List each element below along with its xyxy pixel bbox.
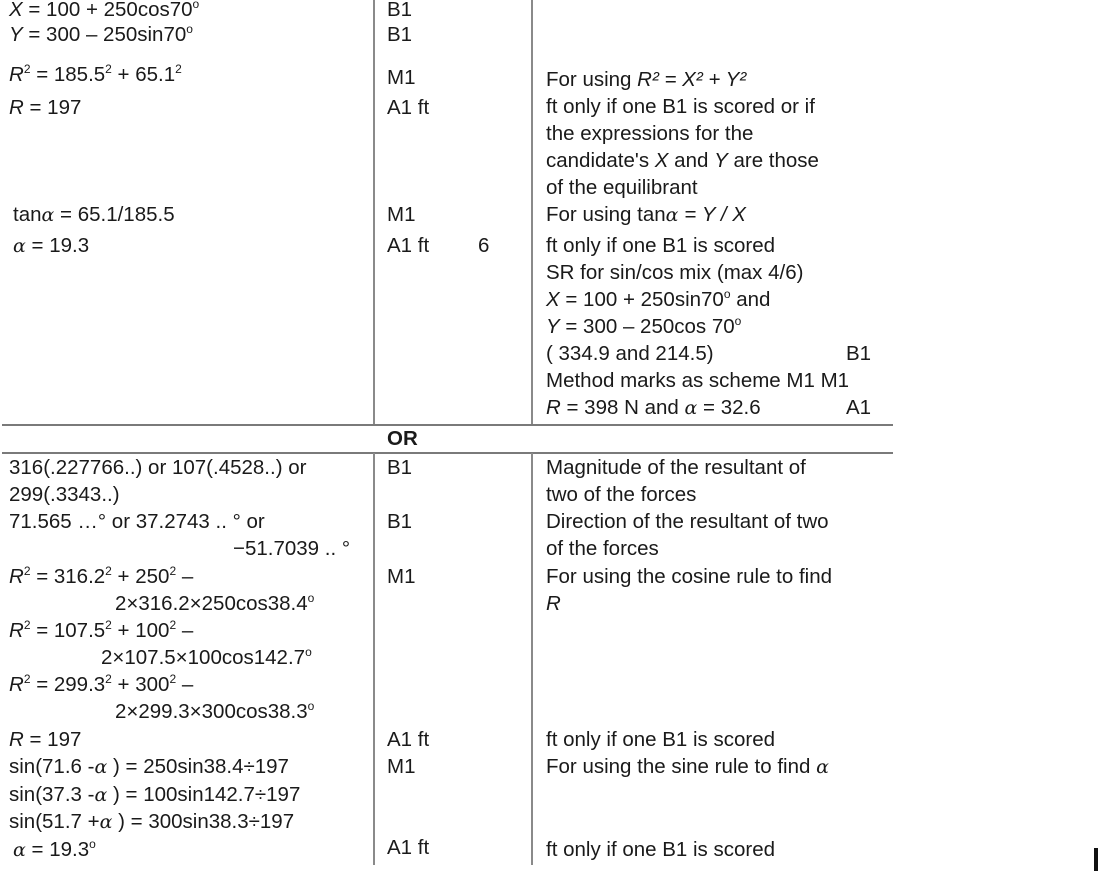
row-divider-top [2,424,893,426]
working-line-y: Y = 300 – 250sin70$^o$ [9,22,193,46]
working-line: −51.7039 .. ° [233,537,351,560]
working-line-r: R = 197 [9,96,82,119]
guidance-line: R = 398 N and α = 32.6 [546,396,761,419]
working-line: $2\times 316.2\times 250\cos 38.4^o$ [115,591,315,615]
working-line-cosine-3: $R^2 = 299.3^2 + 300^2$ – [9,672,194,696]
working-line-cosine-1: $R^2 = 316.2^2 + 250^2$ – [9,564,194,588]
column-divider-2 [531,0,533,425]
mark-m1: M1 [387,66,416,89]
working-line: $2\times 107.5\times 100\cos 142.7^o$ [101,645,312,669]
column-divider-1-lower [373,453,375,865]
mark-total: 6 [478,234,490,257]
guidance-line: For using R² = X² + Y² [546,68,747,91]
or-divider-label: OR [387,427,418,450]
working-line: 71.565 …° or 37.2743 .. ° or [9,510,265,533]
guidance-line: Method marks as scheme M1 M1 [546,369,850,392]
working-line-alpha: α = 19.3 [13,234,90,257]
column-divider-2-lower [531,453,533,865]
mark-b1: B1 [387,510,413,533]
working-line-sine-2: sin(37.3 -α ) = 100sin142.7÷197 [9,783,301,806]
guidance-line: For using tanα = Y / X [546,203,746,226]
working-line: 299(.3343..) [9,483,120,506]
guidance-line: of the forces [546,537,659,560]
mark-m1: M1 [387,565,416,588]
guidance-line: ( 334.9 and 214.5) [546,342,714,365]
guidance-line: ft only if one B1 is scored [546,838,776,861]
mark-a1-ft: A1 ft [387,234,430,257]
column-divider-1 [373,0,375,425]
guidance-line: ft only if one B1 is scored [546,234,776,257]
guidance-mark: A1 [846,396,872,419]
guidance-line: $X = 100 + 250\sin 70^o$ and [546,287,771,311]
mark-a1-ft: A1 ft [387,836,430,859]
working-line-alpha: $\alpha = 19.3^o$ [13,837,96,861]
guidance-line: SR for sin/cos mix (max 4/6) [546,261,804,284]
guidance-line: the expressions for the [546,122,754,145]
working-line-r: R = 197 [9,728,82,751]
guidance-line: candidate's X and Y are those [546,149,819,172]
working-line-cosine-2: $R^2 = 107.5^2 + 100^2$ – [9,618,194,642]
working-line-r-squared: $R^2 = 185.5^2 + 65.1^2$ [9,62,182,86]
guidance-line: ft only if one B1 is scored [546,728,776,751]
guidance-line: Y = 300 – 250cos 70$^o$ [546,314,742,338]
guidance-line: Magnitude of the resultant of [546,456,806,479]
mark-b1: B1 [387,23,413,46]
mark-m1: M1 [387,203,416,226]
mark-a1-ft: A1 ft [387,96,430,119]
guidance-line: For using the cosine rule to find [546,565,833,588]
guidance-line: two of the forces [546,483,697,506]
mark-m1: M1 [387,755,416,778]
working-line: $2\times 299.3\times 300\cos 38.3^o$ [115,699,315,723]
mark-a1-ft: A1 ft [387,728,430,751]
working-line-x: $X = 100 + 250\cos 70^o$ [9,0,200,21]
guidance-line: R [546,592,561,615]
mark-b1: B1 [387,456,413,479]
guidance-line: ft only if one B1 is scored or if [546,95,815,118]
working-line: 316(.227766..) or 107(.4528..) or [9,456,307,479]
working-line-sine-1: sin(71.6 -α ) = 250sin38.4÷197 [9,755,289,778]
working-line-tan: tanα = 65.1/185.5 [13,203,175,226]
guidance-mark: B1 [846,342,872,365]
guidance-line: For using the sine rule to find α [546,755,829,778]
working-line-sine-3: sin(51.7 +α ) = 300sin38.3÷197 [9,810,295,833]
guidance-line: of the equilibrant [546,176,698,199]
mark-b1: B1 [387,0,413,21]
page-edge-mark [1094,848,1098,871]
guidance-line: Direction of the resultant of two [546,510,829,533]
